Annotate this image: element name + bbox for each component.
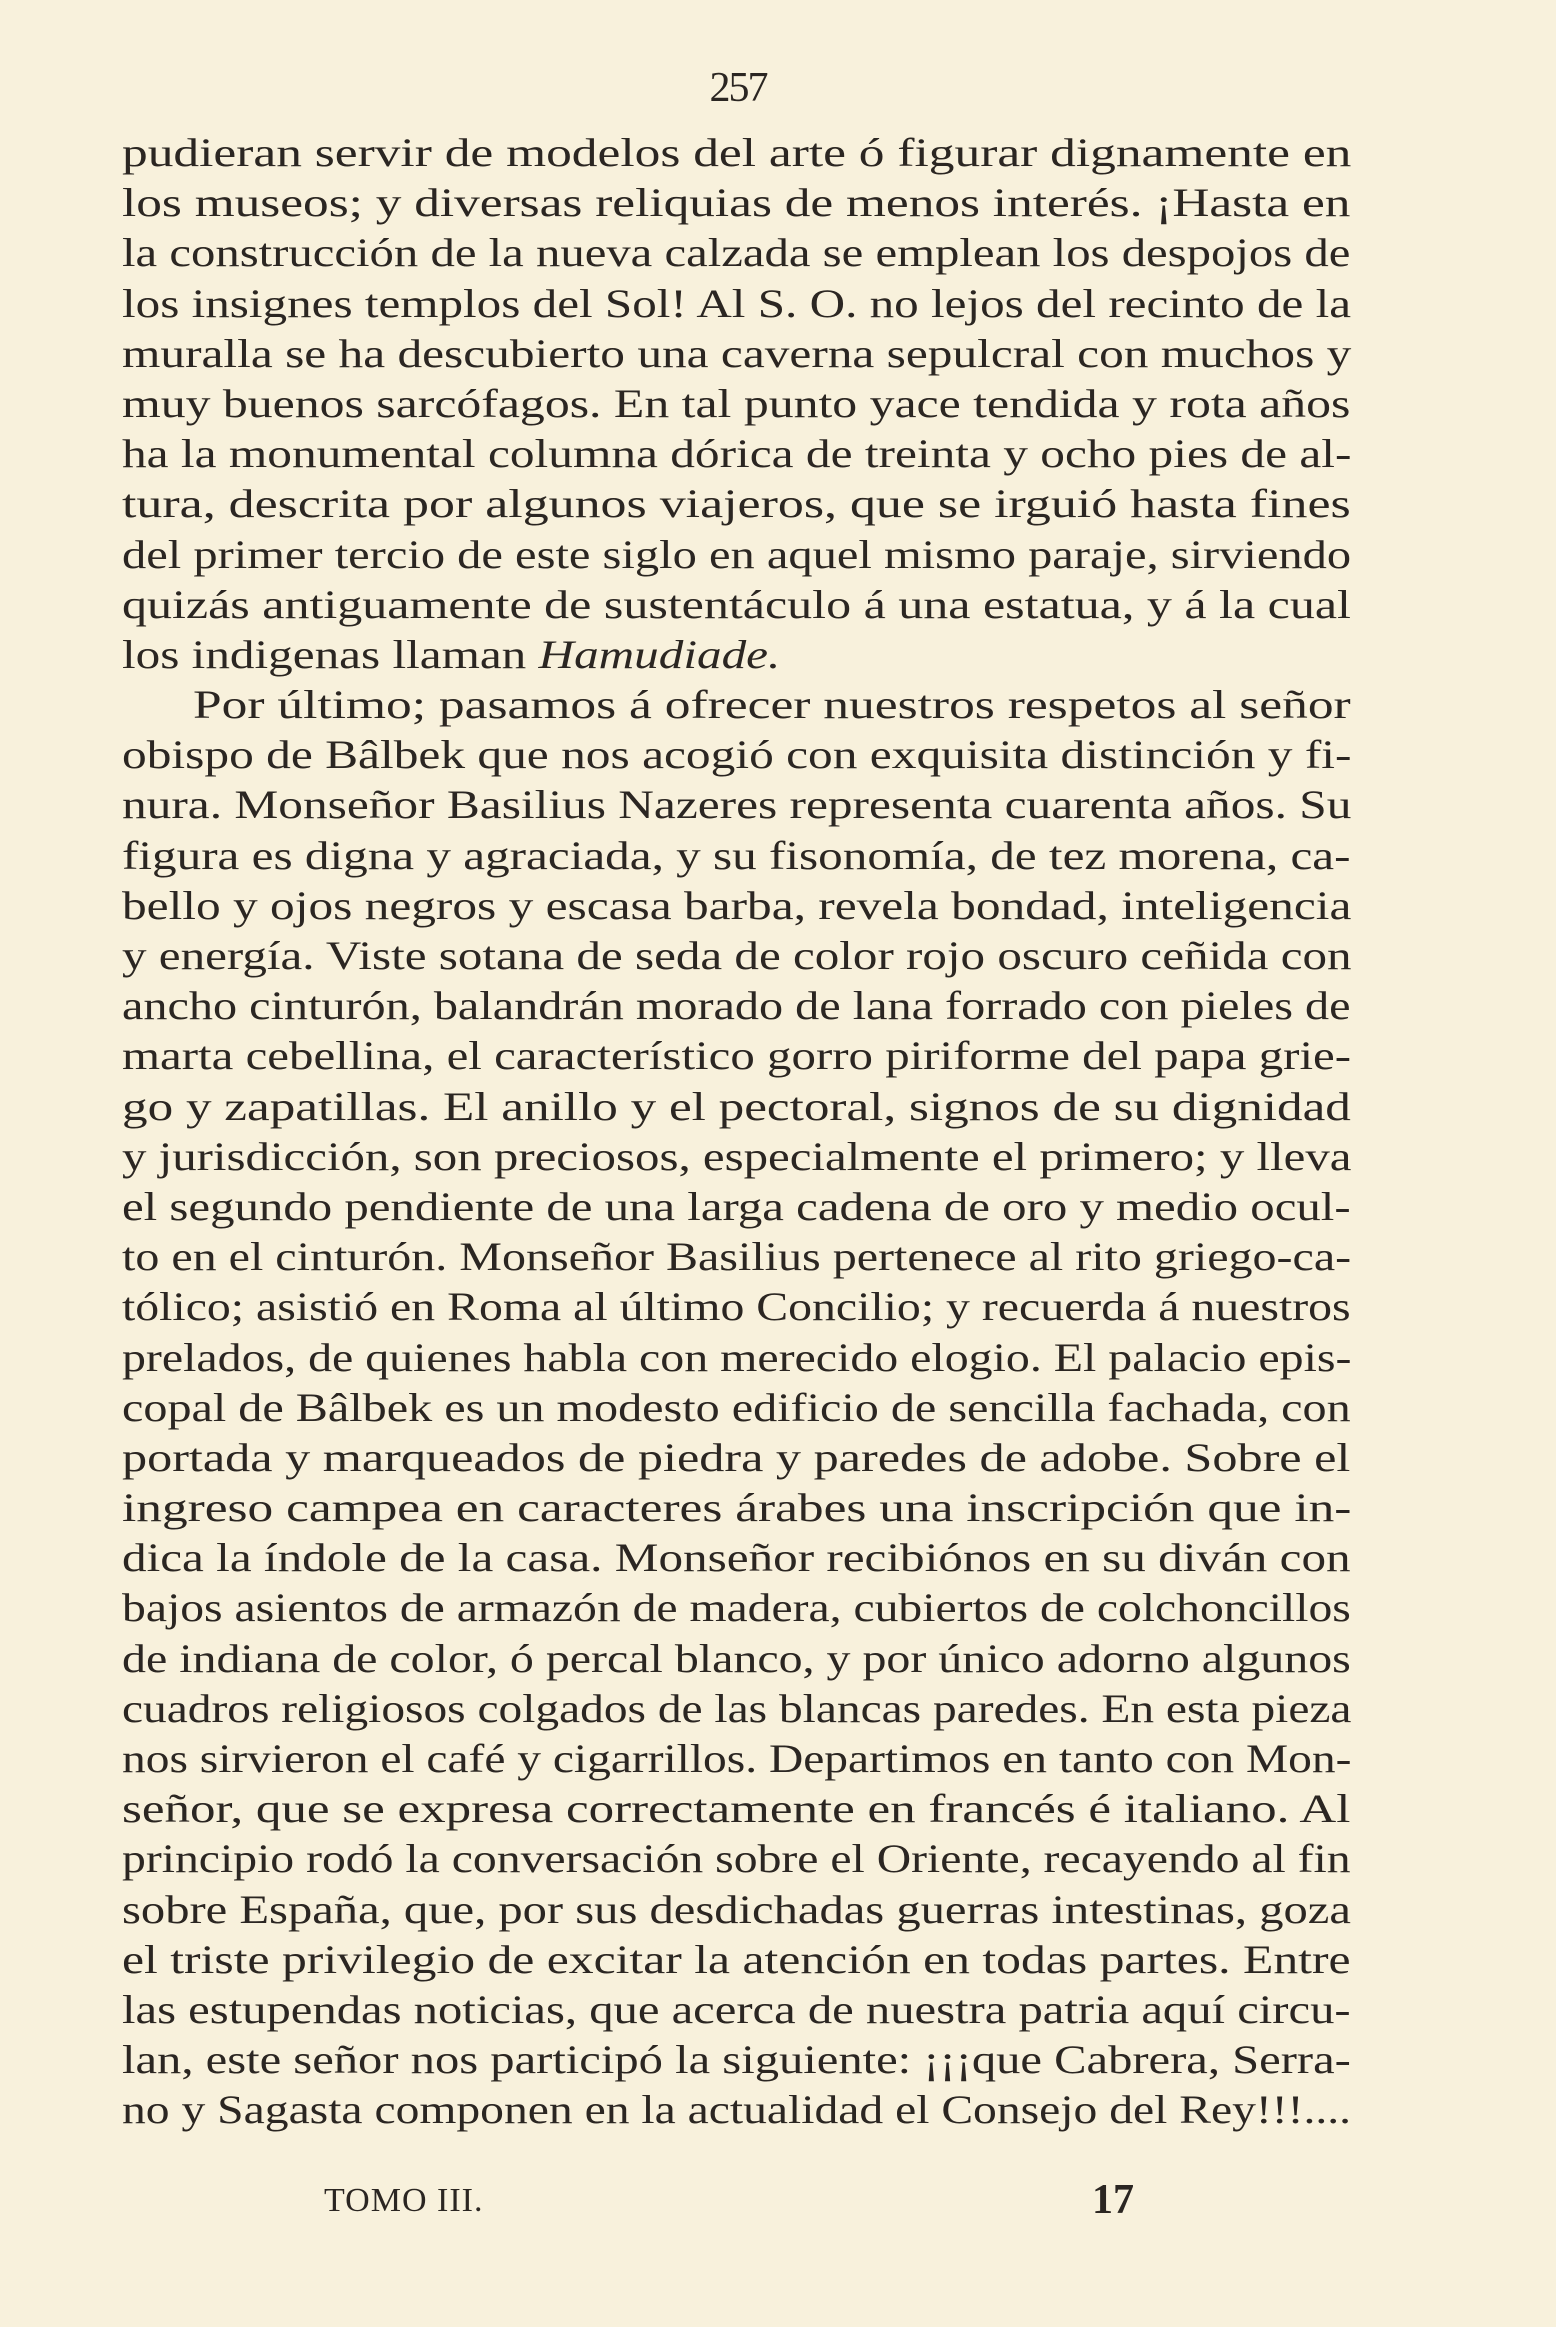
text-line <box>122 1634 1351 1684</box>
text-line-content: el segundo pendiente de una larga cadena de oro y medio ocul- <box>122 1183 1351 1229</box>
text-line-content: principio rodó la conversación sobre el Oriente, recayendo al fin <box>122 1836 1351 1882</box>
text-line-content: prelados, de quienes habla con merecido elogio. El palacio epis- <box>122 1334 1352 1380</box>
text-line-content: tólico; asistió en Roma al último Concilio; y recuerda á nuestros <box>122 1284 1351 1330</box>
text-line <box>122 580 1351 630</box>
text-line <box>122 1232 1351 1282</box>
text-line-content: to en el cinturón. Monseñor Basilius pertenece al rito griego-ca- <box>122 1234 1352 1280</box>
text-line <box>122 2085 1351 2135</box>
text-line <box>122 1031 1351 1081</box>
text-line <box>122 228 1351 278</box>
text-line <box>122 429 1351 479</box>
text-line <box>122 931 1351 981</box>
text-line <box>122 530 1351 580</box>
text-line <box>122 479 1351 529</box>
footer-volume: TOMO III. <box>324 2182 484 2219</box>
italic-place-name: Hamudiade. <box>538 631 781 677</box>
text-line <box>122 329 1351 379</box>
text-line-content: portada y marqueados de piedra y paredes de adobe. Sobre el <box>122 1434 1351 1480</box>
footer-signature: 17 <box>1092 2177 1134 2223</box>
text-line-content: lan, este señor nos participó la siguiente: ¡¡¡que Cabrera, Serra- <box>122 2037 1351 2083</box>
body-text <box>122 128 1351 2136</box>
text-line-content: ancho cinturón, balandrán morado de lana forrado con pieles de <box>122 983 1351 1029</box>
text-line-content: quizás antiguamente de sustentáculo á una estatua, y á la cual <box>122 581 1351 627</box>
text-line <box>122 1433 1351 1483</box>
text-line <box>122 780 1351 830</box>
text-line <box>122 1282 1351 1332</box>
text-line-content: sobre España, que, por sus desdichadas guerras intestinas, goza <box>122 1886 1351 1932</box>
text-line <box>122 1985 1351 2035</box>
text-line <box>122 379 1351 429</box>
text-line <box>122 1483 1351 1533</box>
text-line-content: obispo de Bâlbek que nos acogió con exquisita distinción y fi- <box>122 732 1352 778</box>
text-line <box>122 680 1351 730</box>
text-line <box>122 1784 1351 1834</box>
text-line-content: marta cebellina, el característico gorro piriforme del papa grie- <box>122 1033 1352 1079</box>
text-line-content: los museos; y diversas reliquias de menos interés. ¡Hasta en <box>122 180 1351 226</box>
text-line <box>122 881 1351 931</box>
paragraph-end-text: los indigenas llaman <box>122 631 539 677</box>
text-line-content: de indiana de color, ó percal blanco, y por único adorno algunos <box>122 1635 1351 1681</box>
text-line-content: cuadros religiosos colgados de las blancas paredes. En esta pieza <box>122 1685 1352 1731</box>
text-line-content: muy buenos sarcófagos. En tal punto yace tendida y rota años <box>122 380 1351 426</box>
text-line <box>122 1533 1351 1583</box>
text-line-content: la construcción de la nueva calzada se emplean los despojos de <box>122 230 1351 276</box>
text-line <box>122 128 1351 178</box>
text-line <box>122 1734 1351 1784</box>
text-line-content: las estupendas noticias, que acerca de nuestra patria aquí circu- <box>122 1986 1351 2032</box>
text-line-content: muralla se ha descubierto una caverna sepulcral con muchos y <box>122 330 1352 376</box>
text-line-content: el triste privilegio de excitar la atención en todas partes. Entre <box>122 1936 1351 1982</box>
text-line-content: bello y ojos negros y escasa barba, revela bondad, inteligencia <box>122 882 1352 928</box>
text-line-content: bajos asientos de armazón de madera, cubiertos de colchoncillos <box>122 1585 1351 1631</box>
text-line <box>122 1082 1351 1132</box>
text-line <box>122 1182 1351 1232</box>
text-line-content: y jurisdicción, son preciosos, especialmente el primero; y lleva <box>122 1133 1352 1179</box>
text-line <box>122 831 1351 881</box>
text-line-content: dica la índole de la casa. Monseñor recibiónos en su diván con <box>122 1535 1351 1581</box>
text-line <box>122 279 1351 329</box>
text-line <box>122 1684 1351 1734</box>
page-number: 257 <box>709 65 767 111</box>
text-line-content: figura es digna y agraciada, y su fisonomía, de tez morena, ca- <box>122 832 1351 878</box>
text-line-content: nura. Monseñor Basilius Nazeres representa cuarenta años. Su <box>122 782 1352 828</box>
text-line <box>122 981 1351 1031</box>
text-line <box>122 2035 1351 2085</box>
text-line-content: pudieran servir de modelos del arte ó figurar dignamente en <box>122 130 1352 175</box>
text-line <box>122 1834 1351 1884</box>
text-line-content: los insignes templos del Sol! Al S. O. no lejos del recinto de la <box>122 280 1352 326</box>
text-line-content: go y zapatillas. El anillo y el pectoral, signos de su dignidad <box>122 1083 1351 1129</box>
text-line-content: señor, que se expresa correctamente en francés é italiano. Al <box>122 1786 1351 1832</box>
text-line <box>122 630 1351 680</box>
text-line <box>122 1885 1351 1935</box>
text-line <box>122 1132 1351 1182</box>
text-line-content: del primer tercio de este siglo en aquel mismo paraje, sirviendo <box>122 531 1352 577</box>
text-line <box>122 1333 1351 1383</box>
text-line-content: tura, descrita por algunos viajeros, que se irguió hasta fines <box>122 481 1351 527</box>
text-line-content: y energía. Viste sotana de seda de color rojo oscuro ceñida con <box>122 933 1352 978</box>
text-line-content: Por último; pasamos á ofrecer nuestros respetos al señor <box>193 682 1351 728</box>
text-line <box>122 1935 1351 1985</box>
text-line-content: ha la monumental columna dórica de treinta y ocho pies de al- <box>122 431 1352 477</box>
text-line <box>122 1383 1351 1433</box>
text-line-content: no y Sagasta componen en la actualidad el Consejo del Rey!!!.... <box>122 2087 1352 2133</box>
text-line-content: ingreso campea en caracteres árabes una inscripción que in- <box>122 1485 1352 1531</box>
text-line <box>122 178 1351 228</box>
text-line-content: copal de Bâlbek es un modesto edificio de sencilla fachada, con <box>122 1384 1351 1430</box>
text-line <box>122 730 1351 780</box>
text-line-content: nos sirvieron el café y cigarrillos. Departimos en tanto con Mon- <box>122 1736 1352 1781</box>
text-line-content <box>122 630 780 680</box>
text-line <box>122 1583 1351 1633</box>
